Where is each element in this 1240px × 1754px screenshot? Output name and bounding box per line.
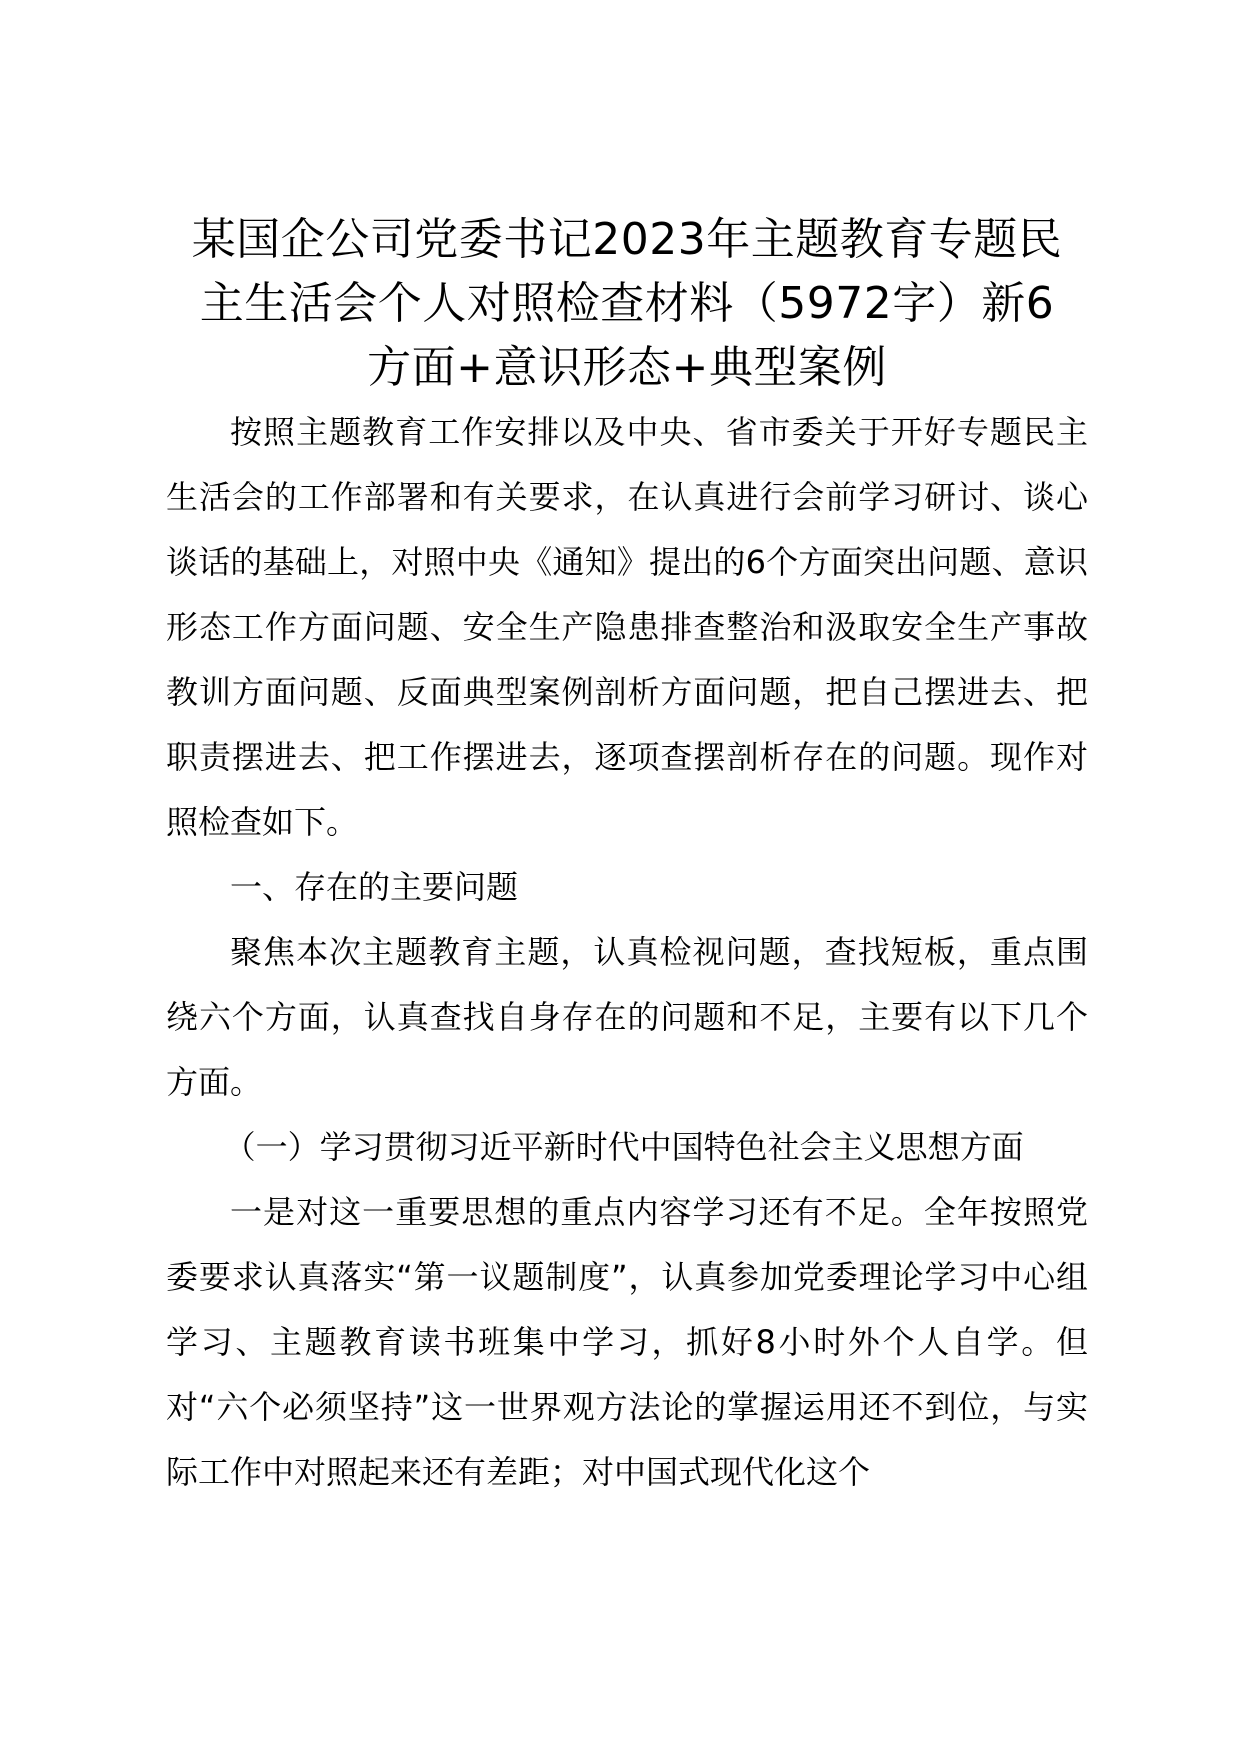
subsection-heading-study: （一）学习贯彻习近平新时代中国特色社会主义思想方面 — [223, 1128, 1024, 1166]
document-body — [166, 400, 1088, 1505]
section-intro-paragraph: 聚焦本次主题教育主题，认真检视问题，查找短板，重点围绕六个方面，认真查找自身存在的问题和不足，主要有以下几个方面。 — [166, 933, 1088, 1101]
intro-paragraph: 按照主题教育工作安排以及中央、省市委关于开好专题民主生活会的工作部署和有关要求，在认真进行会前学习研讨、谈心谈话的基础上，对照中央《通知》提出的6个方面突出问题、意识形态工作方面问题、安全生产隐患排查整治和汲取安全生产事故教训方面问题、反面典型案例剖析方面问题，把自己摆进去、把职责摆进去、把工作摆进去，逐项查摆剖析存在的问题。现作对照检查如下。 — [166, 413, 1088, 841]
document-title — [166, 208, 1088, 400]
title-line-3: 方面+意识形态+典型案例 — [367, 342, 887, 393]
section-heading-main-problems: 一、存在的主要问题 — [230, 868, 519, 906]
document-page — [166, 208, 1088, 1505]
title-line-1: 某国企公司党委书记2023年主题教育专题民 — [191, 214, 1063, 265]
title-line-2: 主生活会个人对照检查材料（5972字）新6 — [199, 278, 1055, 329]
subsection-paragraph: 一是对这一重要思想的重点内容学习还有不足。全年按照党委要求认真落实“第一议题制度”，认真参加党委理论学习中心组学习、主题教育读书班集中学习，抓好8小时外个人自学。但对“六个必须坚持”这一世界观方法论的掌握运用还不到位，与实际工作中对照起来还有差距；对中国式现代化这个 — [166, 1193, 1088, 1491]
